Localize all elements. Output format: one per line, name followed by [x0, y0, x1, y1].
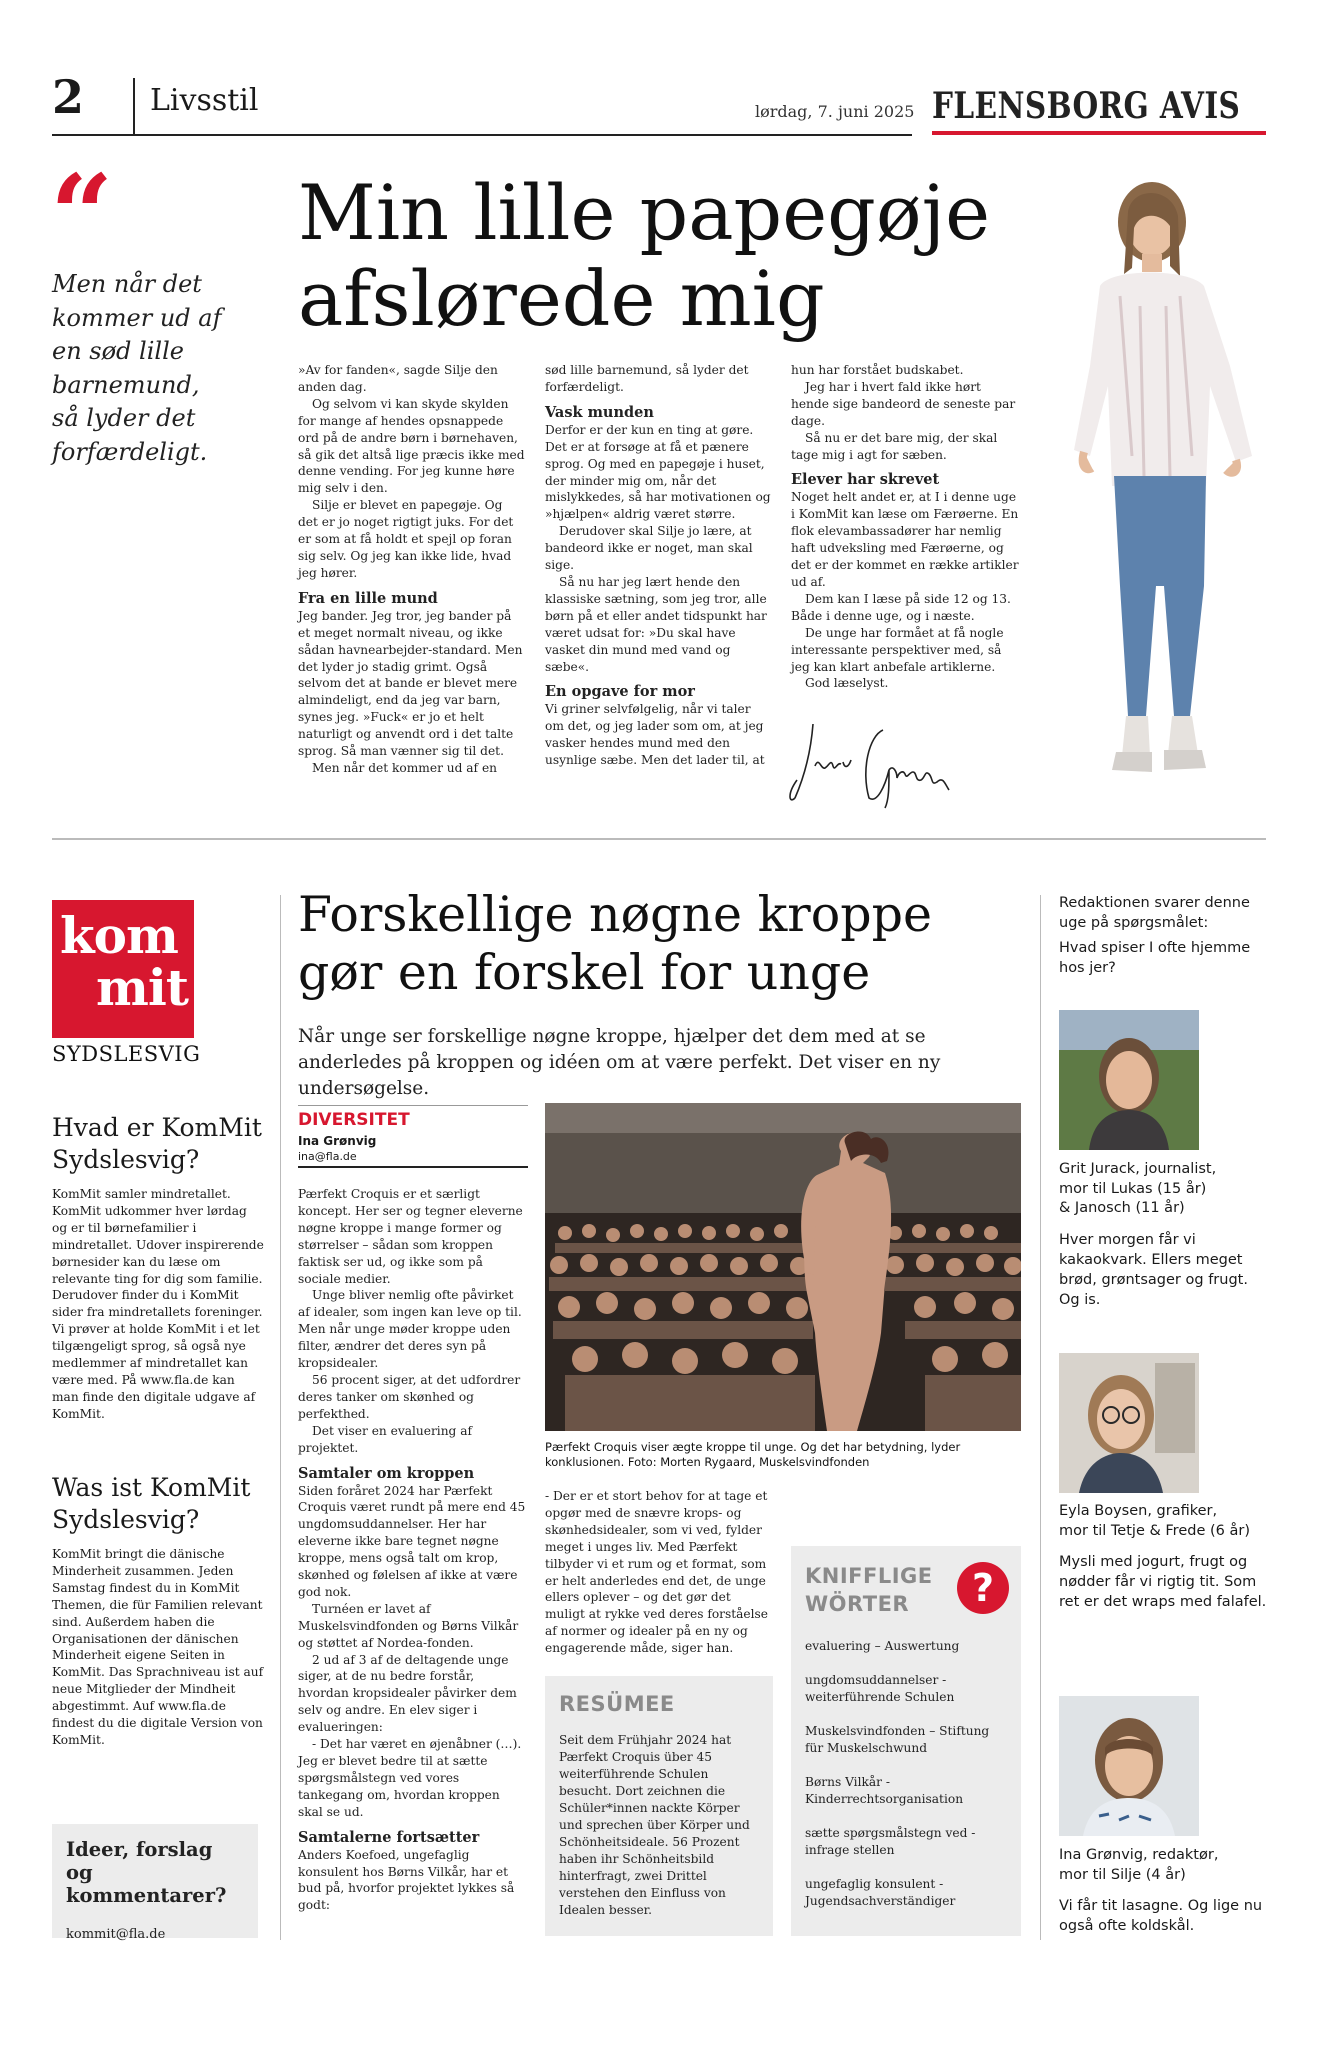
- paragraph: Men når det kommer ud af en: [312, 760, 498, 775]
- paragraph: hun har forstået budskabet.: [791, 363, 964, 377]
- paragraph: Det viser en evaluering af projektet.: [298, 1423, 472, 1455]
- author-photo: [1040, 156, 1280, 796]
- person-photo: [1059, 1010, 1199, 1150]
- paragraph: Noget helt andet er, at I i denne uge i KomMit kan læse om Færøerne. En flok elevambassadører har nemlig haft udveksling med Færøerne, og det er der kommet en række artikler ud af.: [791, 490, 1019, 589]
- page-number: 2: [52, 70, 85, 124]
- article-email[interactable]: ina@fla.de: [298, 1150, 357, 1163]
- paragraph: Vi griner selvfølgelig, når vi taler om det, og jeg lader som om, at jeg vasker hendes mund med den usynlige sæbe. Men det lader til, at: [545, 702, 765, 768]
- paper-logo-text: FLENSBORG AVIS: [932, 85, 1241, 127]
- kommit-logo-mit: mit: [96, 958, 188, 1017]
- subheading: Samtaler om kroppen: [298, 1464, 475, 1482]
- person-answer: Vi får tit lasagne. Og lige nu også ofte koldskål.: [1059, 1898, 1263, 1934]
- editorial-column-3: [791, 362, 1019, 692]
- article-lead: Når unge ser forskellige nøgne kroppe, hjælper det dem med at se anderledes på kroppen og idéen om at være perfekt. Det viser en ny undersøgelse.: [298, 1026, 941, 1099]
- kommit-da-heading: Hvad er KomMit Sydslesvig?: [52, 1113, 262, 1174]
- section-divider: [52, 838, 1266, 840]
- paragraph: Jeg bander. Jeg tror, jeg bander på et meget normalt niveau, og ikke sådan havnearbejder-standard. Men det lyder jo stadig grimt. Også selvom det at bande er blevet mere almindeligt, end da jeg var barn, synes jeg. »Fuck« er jo et helt naturligt og anvendt ord i det talte sprog. Så man vænner sig til det.: [298, 608, 523, 759]
- word-item: evaluering – Auswertung: [805, 1639, 960, 1653]
- paragraph: sød lille barnemund, så lyder det forfærdeligt.: [545, 363, 749, 394]
- kommit-de-heading: Was ist KomMit Sydslesvig?: [52, 1473, 251, 1534]
- ideas-email[interactable]: kommit@fla.de: [66, 1927, 166, 1942]
- paragraph: Unge bliver nemlig ofte påvirket af idealer, som ingen kan leve op til. Men når unge møder kroppe uden filter, ændrer det deres syn på kropsidealer.: [298, 1288, 522, 1371]
- article-photo-image: [545, 1103, 1021, 1431]
- paragraph: Pærfekt Croquis er et særligt koncept. Her ser og tegner eleverne nøgne kroppe i mange former og størrelser – sådan som kroppen faktisk ser ud, og ikke som på sociale medier.: [298, 1187, 523, 1286]
- paragraph: God læselyst.: [805, 676, 889, 691]
- paragraph: Turnéen er lavet af Muskelsvindfonden og Børns Vilkår og støttet af Nordea-fonden.: [298, 1601, 519, 1650]
- paragraph: 56 procent siger, at det udfordrer deres tanker om skønhed og perfekthed.: [298, 1372, 521, 1421]
- paragraph: 2 ud af 3 af de deltagende unge siger, at de nu bedre forstår, hvordan kropsidealer påvirker dem selv og andre. En elev siger i evalueringen:: [298, 1652, 517, 1735]
- person-name-line: mor til Lukas (15 år): [1059, 1180, 1207, 1197]
- paragraph: Silje er blevet en papegøje. Og det er jo noget rigtigt juks. For det er som at få holdt et spejl op foran sig selv. Og jeg kan ikke lide, hvad jeg hører.: [298, 498, 514, 580]
- paragraph: Derfor er der kun en ting at gøre. Det er at forsøge at få et pænere sprog. Og med en papegøje i huset, der minder mig om, når det mislykkedes, så har motivationen og »hjælpen« aldrig været større.: [545, 422, 771, 522]
- person-name-line: Ina Grønvig, redaktør,: [1059, 1847, 1219, 1863]
- masthead-divider: [133, 78, 135, 134]
- person-name-line: & Janosch (11 år): [1059, 1200, 1185, 1216]
- editorial-headline-line1: Min lille papegøje: [298, 168, 991, 257]
- paragraph: Anders Koefoed, ungefaglig konsulent hos Børns Vilkår, har et bud på, hvorfor projektet lykkes så godt:: [298, 1847, 515, 1913]
- editorial-headline-line2: afslørede mig: [298, 254, 825, 343]
- word-box: [791, 1546, 1021, 1936]
- sidebar-question: Hvad spiser I ofte hjemme hos jer?: [1059, 940, 1251, 976]
- kommit-logo: [52, 900, 194, 1038]
- photo-caption: Pærfekt Croquis viser ægte kroppe til unge. Og det har betydning, lyder konklusionen. Foto: Morten Rygaard, Muskelsvindfonden: [545, 1440, 961, 1469]
- paragraph: »Av for fanden«, sagde Silje den anden dag.: [298, 363, 498, 394]
- editorial-column-2: [545, 362, 773, 769]
- column-rule-left: [280, 895, 281, 1940]
- resumee-heading: RESÜMEE: [559, 1692, 675, 1716]
- paragraph: Dem kan I læse på side 12 og 13. Både i denne uge, og i næste.: [791, 591, 1011, 623]
- editorial-headline: [298, 170, 990, 342]
- word-item: Muskelsvindfonden – Stiftung für Muskelschwund: [805, 1724, 990, 1755]
- paragraph: Derudover skal Silje jo lære, at bandeord ikke er noget, man skal sige.: [545, 524, 753, 573]
- subheading: Fra en lille mund: [298, 589, 438, 607]
- pull-quote: Men når det kommer ud af en sød lille barnemund, så lyder det forfærdeligt.: [52, 270, 222, 466]
- word-list: [805, 1638, 1007, 1910]
- paper-logo-underline: [932, 131, 1266, 135]
- person-photo-image: [1059, 1010, 1199, 1150]
- article-column-1: [298, 1186, 526, 1914]
- question-icon: ?: [957, 1562, 1009, 1614]
- resumee-text: Seit dem Frühjahr 2024 hat Pærfekt Croquis über 45 weiterführende Schulen besucht. Dort zeichnen die Schüler*innen nackte Körper und sprechen über Körper und Schönheitsideale. 56 Prozent haben ihr Schönheitsbild hinterfragt, zwei Drittel verstehen den Einfluss von Idealen besser.: [559, 1733, 750, 1917]
- person-name-line: Eyla Boysen, grafiker,: [1059, 1503, 1218, 1519]
- article-headline-line1: Forskellige nøgne kroppe: [298, 886, 932, 943]
- ideas-box: [52, 1824, 258, 1942]
- paragraph: Jeg har i hvert fald ikke hørt hende sige bandeord de seneste par dage.: [791, 379, 1016, 428]
- quote-mark: “: [50, 150, 114, 279]
- article-kicker: DIVERSITET: [298, 1110, 410, 1130]
- person-photo-image: [1059, 1353, 1199, 1493]
- masthead-rule: [52, 134, 912, 136]
- person-name: [1059, 1502, 1269, 1541]
- word-box-heading-line1: KNIFFLIGE: [805, 1564, 933, 1588]
- article-photo: [545, 1103, 1021, 1431]
- kicker-rule-bottom: [298, 1166, 528, 1168]
- person-photo: [1059, 1696, 1199, 1836]
- editorial-column-1: [298, 362, 526, 777]
- article-column-2: [545, 1488, 773, 1657]
- kommit-logo-kom: kom: [60, 906, 178, 965]
- person-photo: [1059, 1353, 1199, 1493]
- word-item: ungefaglig konsulent - Jugendsachverständiger: [805, 1877, 956, 1908]
- signature-image: [785, 710, 965, 810]
- sidebar-intro: Redaktionen svarer denne uge på spørgsmålet:: [1059, 895, 1250, 931]
- column-rule-right: [1040, 895, 1041, 1940]
- person-answer: Mysli med jogurt, frugt og nødder får vi rigtig tit. Som ret er det wraps med falafel.: [1059, 1554, 1267, 1610]
- issue-date: lørdag, 7. juni 2025: [755, 102, 915, 121]
- kommit-de-text: KomMit bringt die dänische Minderheit zusammen. Jeden Samstag findest du in KomMit Themen, die für Familien relevant sind. Außerdem haben die Organisationen der dänischen Minderheit eigene Seiten in KomMit. Das Sprachniveau ist auf neue Mitglieder der Mindheit abgestimmt. Auf www.fla.de findest du die digitale Version von KomMit.: [52, 1547, 264, 1747]
- paragraph: Så nu har jeg lært hende den klassiske sætning, som jeg tror, alle børn på et eller andet tidspunkt har været udsat for: »Du skal have vasket din mund med vand og sæbe«.: [545, 574, 767, 674]
- person-photo-image: [1059, 1696, 1199, 1836]
- kommit-da-text: KomMit samler mindretallet. KomMit udkommer hver lørdag og er til børnefamilier i mindretallet. Udover inspirerende børnesider kan du læse om relevante ting for dig som familie. Derudover finder du i KomMit sider fra mindretallets foreninger. Vi prøver at holde KomMit i et let tilgængeligt sprog, så også nye medlemmer af mindretallet kan være med. På www.fla.de kan man finde den digitale udgave af KomMit.: [52, 1187, 264, 1421]
- paragraph: Siden foråret 2024 har Pærfekt Croquis været rundt på mere end 45 ungdomsuddannelser. Her har eleverne ikke bare tegnet nøgne kroppe, mens også talt om krop, skønhed og følelsen af ikke at være god nok.: [298, 1483, 526, 1599]
- article-headline: [298, 886, 932, 1002]
- kommit-logo-sub: SYDSLESVIG: [52, 1042, 201, 1066]
- paragraph: Så nu er det bare mig, der skal tage mig i agt for sæben.: [791, 430, 998, 462]
- subheading: Vask munden: [545, 403, 654, 421]
- paragraph: De unge har formået at få nogle interessante perspektiver med, så jeg kan klart anbefale artiklerne.: [791, 625, 1004, 674]
- paper-logo: [932, 86, 1308, 126]
- article-headline-line2: gør en forskel for unge: [298, 944, 871, 1001]
- word-box-heading-line2: WÖRTER: [805, 1592, 910, 1616]
- article-byline: Ina Grønvig: [298, 1134, 377, 1148]
- subheading: En opgave for mor: [545, 683, 695, 701]
- person-name: [1059, 1160, 1269, 1219]
- person-name: [1059, 1846, 1269, 1885]
- resumee-box: [545, 1676, 773, 1936]
- word-item: Børns Vilkår - Kinderrechtsorganisation: [805, 1775, 964, 1806]
- paragraph: - Det har været en øjenåbner (…). Jeg er blevet bedre til at sætte spørgsmålstegn ved vores tankegang om, hvordan kroppen skal se ud.: [298, 1737, 522, 1819]
- ideas-heading: Ideer, forslag og kommentarer?: [66, 1838, 227, 1907]
- word-item: sætte spørgsmålstegn ved - infrage stellen: [805, 1826, 976, 1857]
- person-answer: Hver morgen får vi kakaokvark. Ellers meget brød, grøntsager og frugt. Og is.: [1059, 1232, 1248, 1308]
- subheading: Elever har skrevet: [791, 471, 940, 489]
- subheading: Samtalerne fortsætter: [298, 1828, 480, 1846]
- person-name-line: mor til Tetje & Frede (6 år): [1059, 1522, 1250, 1539]
- word-item: ungdomsuddannelser - weiterführende Schulen: [805, 1673, 955, 1704]
- section-name: Livsstil: [150, 83, 259, 118]
- kicker-rule-top: [298, 1105, 528, 1106]
- person-name-line: mor til Silje (4 år): [1059, 1866, 1186, 1883]
- paragraph: Og selvom vi kan skyde skylden for mange af hendes opsnappede ord på de andre børn i børnehaven, så gik det altså lige præcis ikke med denne vending. For jeg kunne høre mig selv i den.: [298, 396, 525, 496]
- paragraph: - Der er et stort behov for at tage et opgør med de snævre krops- og skønhedsidealer, som vi ved, fylder meget i unges liv. Med Pærfekt tilbyder vi et rum og et format, som er helt anderledes end det, de unge ellers oplever – og det gør det muligt at rykke ved deres forståelse af normer og idealer på en ny og engagerende måde, siger han.: [545, 1489, 769, 1656]
- person-name-line: Grit Jurack, journalist,: [1059, 1161, 1217, 1177]
